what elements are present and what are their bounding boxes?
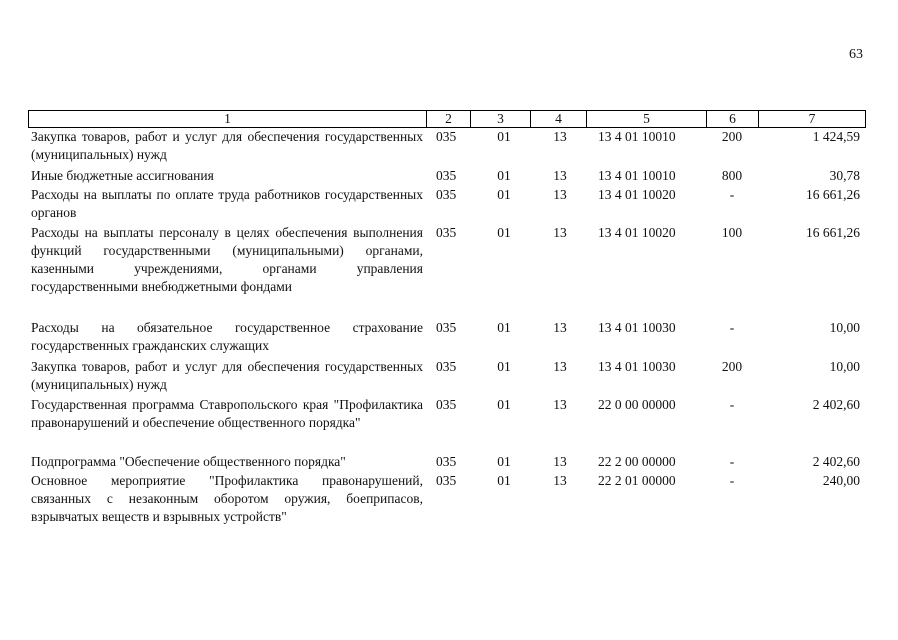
row-description: Расходы на выплаты персоналу в целях обеспечения выполнения функций государственными (муниципальными) органами, казенными учреждениями, органами управления государственными внебюджетными фондами [31,225,423,294]
row-target-article: 13 4 01 10030 [598,359,676,374]
row-ministry-code: 035 [436,359,457,374]
row-ministry-code: 035 [436,168,457,183]
column-header-6: 6 [707,111,759,128]
row-subsection-code: 13 [553,397,567,412]
row-amount: 2 402,60 [812,454,860,469]
row-subsection-code: 13 [553,129,567,144]
row-subsection-code: 13 [553,225,567,240]
row-target-article: 13 4 01 10020 [598,187,676,202]
row-ministry-code: 035 [436,320,457,335]
row-section-code: 01 [497,359,511,374]
row-ministry-code: 035 [436,397,457,412]
row-target-article: 13 4 01 10020 [598,225,676,240]
row-ministry-code: 035 [436,129,457,144]
column-header-7: 7 [759,111,866,128]
row-ministry-code: 035 [436,187,457,202]
row-ministry-code: 035 [436,473,457,488]
row-description: Основное мероприятие "Профилактика правонарушений, связанных с незаконным оборотом оружия, боеприпасов, взрывчатых веществ и взрывных устройств" [31,473,423,524]
row-amount: 10,00 [829,359,860,374]
column-header-1: 1 [29,111,427,128]
column-header-3: 3 [471,111,531,128]
row-section-code: 01 [497,129,511,144]
row-target-article: 22 2 01 00000 [598,473,676,488]
row-description: Государственная программа Ставропольского края "Профилактика правонарушений и обеспечение общественного порядка" [31,397,423,430]
row-amount: 2 402,60 [812,397,860,412]
row-section-code: 01 [497,454,511,469]
row-amount: 16 661,26 [806,187,860,202]
row-amount: 240,00 [822,473,860,488]
column-header-table [28,110,866,128]
row-amount: 1 424,59 [812,129,860,144]
row-expense-type: - [729,473,735,488]
row-expense-type: 100 [721,225,743,240]
row-description: Иные бюджетные ассигнования [31,168,214,183]
page-number: 63 [849,47,863,62]
row-subsection-code: 13 [553,473,567,488]
row-subsection-code: 13 [553,187,567,202]
column-header-2: 2 [427,111,471,128]
row-description: Закупка товаров, работ и услуг для обеспечения государственных (муниципальных) нужд [31,359,423,392]
row-section-code: 01 [497,225,511,240]
row-description: Расходы на выплаты по оплате труда работников государственных органов [31,187,423,220]
row-expense-type: - [729,187,735,202]
row-section-code: 01 [497,168,511,183]
row-amount: 10,00 [829,320,860,335]
row-section-code: 01 [497,397,511,412]
row-target-article: 13 4 01 10030 [598,320,676,335]
row-expense-type: - [729,397,735,412]
row-section-code: 01 [497,187,511,202]
row-ministry-code: 035 [436,454,457,469]
row-section-code: 01 [497,320,511,335]
row-section-code: 01 [497,473,511,488]
column-header-row [29,111,866,128]
row-ministry-code: 035 [436,225,457,240]
row-amount: 30,78 [829,168,860,183]
row-expense-type: 800 [721,168,743,183]
column-header-5: 5 [587,111,707,128]
row-subsection-code: 13 [553,320,567,335]
column-header-4: 4 [531,111,587,128]
row-subsection-code: 13 [553,168,567,183]
row-target-article: 22 2 00 00000 [598,454,676,469]
row-description: Закупка товаров, работ и услуг для обеспечения государственных (муниципальных) нужд [31,129,423,162]
row-subsection-code: 13 [553,454,567,469]
row-target-article: 22 0 00 00000 [598,397,676,412]
row-target-article: 13 4 01 10010 [598,129,676,144]
row-amount: 16 661,26 [806,225,860,240]
row-description: Расходы на обязательное государственное страхование государственных гражданских служащих [31,320,423,353]
row-description: Подпрограмма "Обеспечение общественного порядка" [31,454,346,469]
row-subsection-code: 13 [553,359,567,374]
row-expense-type: - [729,454,735,469]
row-expense-type: 200 [721,129,743,144]
row-expense-type: 200 [721,359,743,374]
row-expense-type: - [729,320,735,335]
row-target-article: 13 4 01 10010 [598,168,676,183]
